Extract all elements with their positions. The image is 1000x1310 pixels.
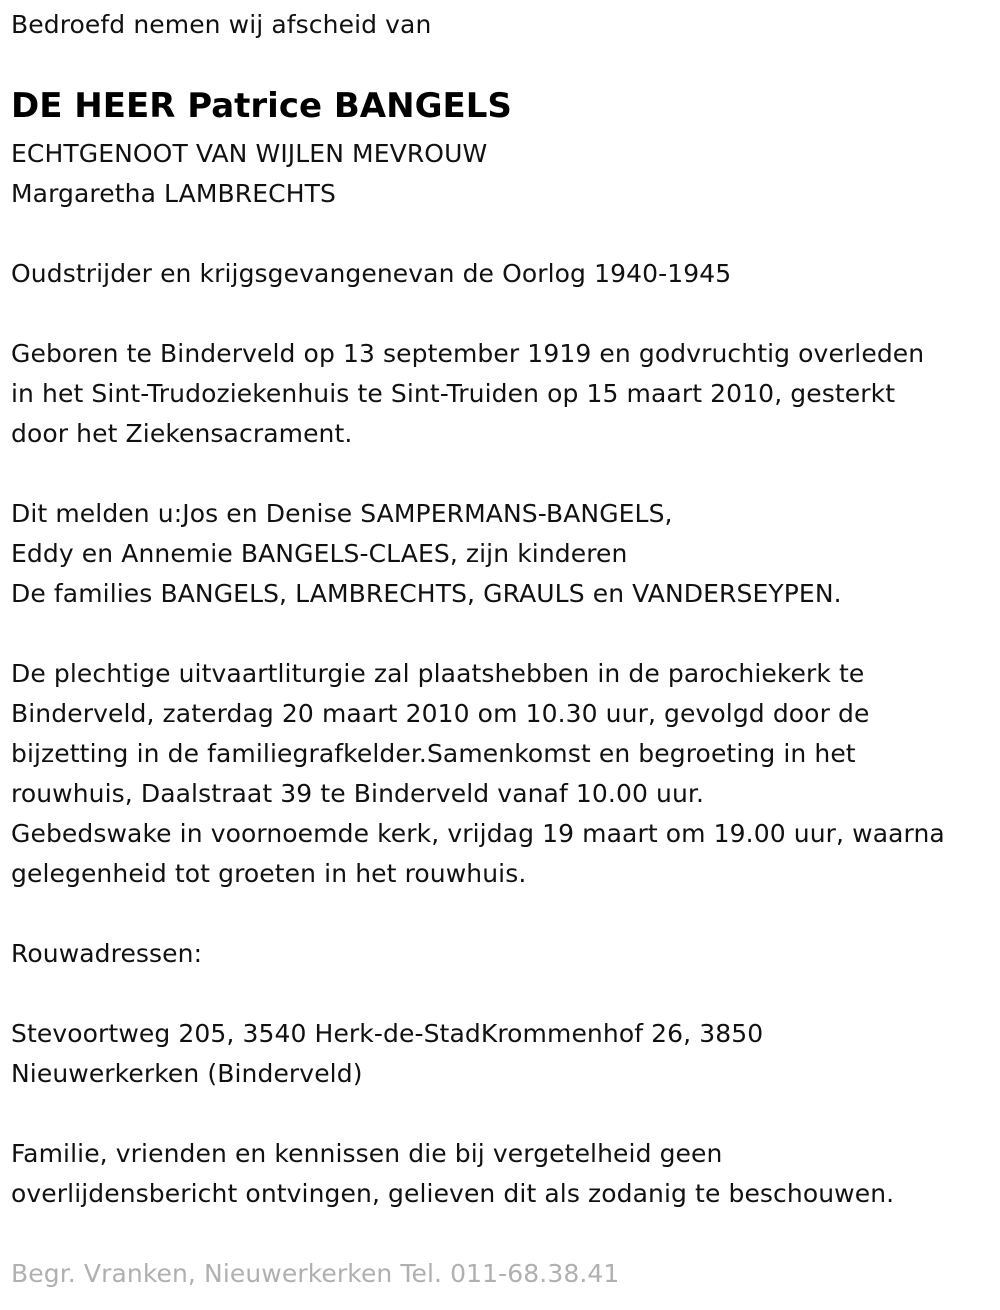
relation-line-1: ECHTGENOOT VAN WIJLEN MEVROUW: [11, 139, 488, 168]
funeral-line: Gebedswake in voornoemde kerk, vrijdag 19 maart om 19.00 uur, waarna: [11, 819, 945, 848]
funeral-line: De plechtige uitvaartliturgie zal plaatshebben in de parochiekerk te: [11, 659, 865, 688]
announcers-line: De families BANGELS, LAMBRECHTS, GRAULS en VANDERSEYPEN.: [11, 579, 842, 608]
address-line: Stevoortweg 205, 3540 Herk-de-StadKrommenhof 26, 3850: [11, 1019, 764, 1048]
announcers-line: Eddy en Annemie BANGELS-CLAES, zijn kinderen: [11, 539, 628, 568]
address-line: Nieuwerkerken (Binderveld): [11, 1059, 363, 1088]
birth-death-line: in het Sint-Trudoziekenhuis te Sint-Truiden op 15 maart 2010, gesterkt: [11, 379, 896, 408]
intro-text: Bedroefd nemen wij afscheid van: [11, 10, 432, 39]
birth-death-line: Geboren te Binderveld op 13 september 1919 en godvruchtig overleden: [11, 339, 925, 368]
funeral-line: gelegenheid tot groeten in het rouwhuis.: [11, 859, 527, 888]
relation-line-2: Margaretha LAMBRECHTS: [11, 179, 336, 208]
undertaker-footer: Begr. Vranken, Nieuwerkerken Tel. 011-68.38.41: [11, 1259, 620, 1288]
closing-line: overlijdensbericht ontvingen, gelieven dit als zodanig te beschouwen.: [11, 1179, 895, 1208]
closing-line: Familie, vrienden en kennissen die bij vergetelheid geen: [11, 1139, 723, 1168]
funeral-line: bijzetting in de familiegrafkelder.Samenkomst en begroeting in het: [11, 739, 856, 768]
funeral-line: rouwhuis, Daalstraat 39 te Binderveld vanaf 10.00 uur.: [11, 779, 705, 808]
veteran-text: Oudstrijder en krijgsgevangenevan de Oorlog 1940-1945: [11, 259, 732, 288]
announcers-line: Dit melden u:Jos en Denise SAMPERMANS-BANGELS,: [11, 499, 673, 528]
deceased-name: DE HEER Patrice BANGELS: [11, 86, 512, 126]
funeral-line: Binderveld, zaterdag 20 maart 2010 om 10.30 uur, gevolgd door de: [11, 699, 870, 728]
birth-death-line: door het Ziekensacrament.: [11, 419, 353, 448]
addresses-heading: Rouwadressen:: [11, 939, 203, 968]
